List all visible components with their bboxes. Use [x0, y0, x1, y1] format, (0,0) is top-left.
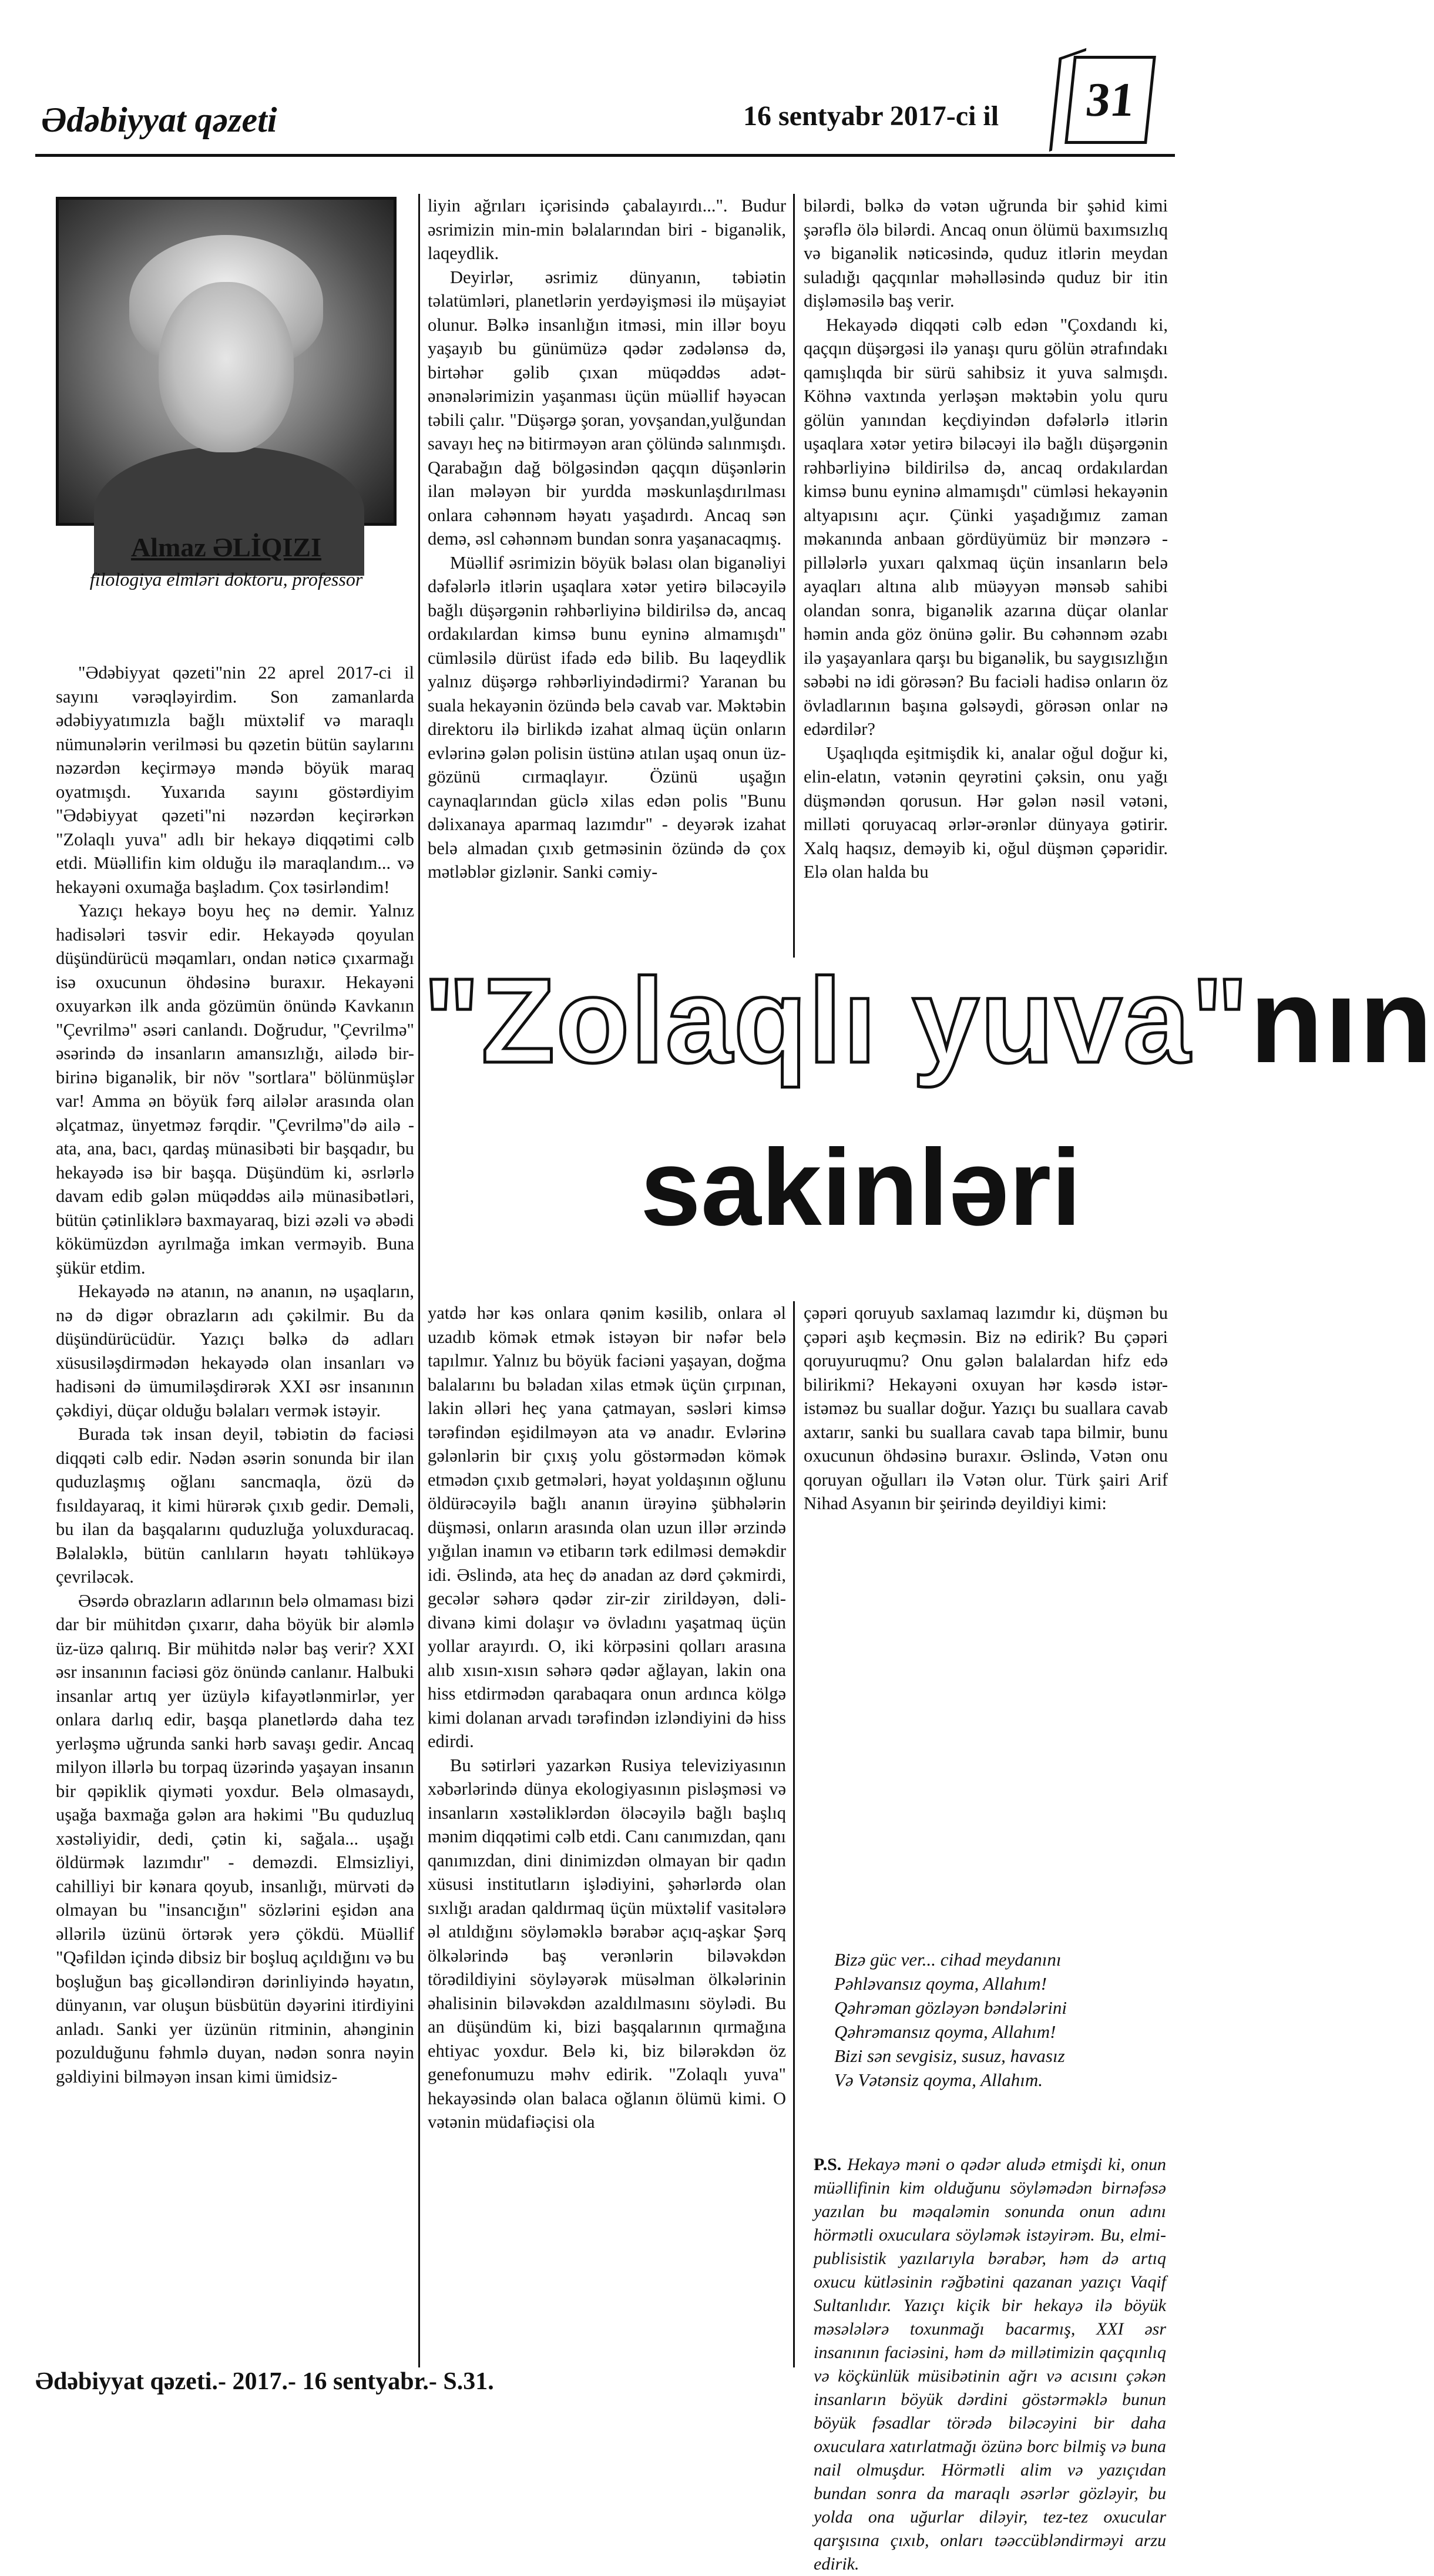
paragraph: Hekayədə nə atanın, nə ananın, nə uşaqların, nə də digər obrazların adı çəkilmir. Bu da düşündürücüdür. Yazıçı bəlkə də adları xüsusiləşdirmədən hekayədə olan insanları və hadisəni də ümumiləşdirərək XXI əsr insanının çəkdiyi, düçar olduğu bəlaları vermək istəyir.	[56, 1281, 414, 1420]
author-name: Almaz ƏLİQIZI	[130, 532, 322, 562]
paragraph: "Ədəbiyyat qəzeti"nin 22 aprel 2017-ci il sayını vərəqləyirdim. Son zamanlarda ədəbiyyatımızla bağlı müxtəlif və maraqlı nümunələrin verilməsi bu qəzetin bütün saylarını nəzərdən keçirməyə məndə böyük maraq oyatmışdı. Yuxarıda sayını göstərdiyim "Ədəbiyyat qəzeti"ni nəzərdən keçirərkən "Zolaqlı yuva" adlı bir hekayə diqqətimi cəlb etdi. Müəllifin kim olduğu ilə maraqlandım... və hekayəni oxumağa başladım. Çox təsirləndim!	[56, 663, 414, 897]
paragraph: liyin ağrıları içərisində çabalayırdı...". Budur əsrimizin min-min bəlalarından biri - biganəlik, laqeydlik.	[428, 196, 786, 263]
page-number: 31	[1064, 56, 1156, 144]
paragraph: Deyirlər, əsrimiz dünyanın, təbiətin təlatümləri, planetlərin yerdəyişməsi ilə müşayiət olunur. Bəlkə insanlığın itməsi, min illər boyu yaşayıb bu günümüzə qədər zədələnsə də, birtəhər gəlib çıxan müqəddəs adət-ənənələrimizin yaşanması üçün müəllif həyəcan təbili çalır. "Düşərgə şoran, yovşandan,yulğundan savayı heç nə bitirməyən aran çölündə salınmışdı. Qarabağın dağ bölgəsindən qaçqın düşənlərin ilan mələyən bir yurdda məskunlaşdırılması onlara cəhənnəm həyatı yaşadırdı. Ancaq sən demə, əsl cəhənnəm bundan sonra yaşanacaqmış.	[428, 267, 786, 549]
poem-line: Və Vətənsiz qoyma, Allahım.	[834, 2070, 1043, 2090]
poem-line: Pəhləvansız qoyma, Allahım!	[834, 1973, 1047, 1994]
article-column-4	[428, 1301, 786, 2134]
headline-line-2: sakinləri	[640, 1127, 1082, 1248]
poem-line: Bizi sən sevgisiz, susuz, havasız	[834, 2046, 1065, 2066]
headline-suffix: nın	[1250, 953, 1434, 1088]
article-column-3	[804, 194, 1168, 884]
paragraph: Əsərdə obrazların adlarının belə olmaması bizi dar bir mühitdən çıxarır, daha böyük bir aləmlə üz-üzə qalırıq. Bir mühitdə nələr baş verir? XXI əsr insanının faciəsi göz önündə canlanır. Halbuki insanlar artıq yer üzüylə kifayətlənmirlər, yer onlara darlıq edir, başqa planetlərdə daha tez yerləşmə uğrunda sanki hərb savaşı gedir. Ancaq milyon illərlə bu torpaq üzərində yaşayan insanın bir qəpiklik qiyməti yoxdur. Belə olmasaydı, uşağa baxmağa gələn ara həkimi "Bu quduzluq xəstəliyidir, dedi, çətin ki, sağala... uşağı öldürmək lazımdır" - deməzdi. Elmsizliyi, cahilliyi bir kənara qoyub, insanlığı, mürvəti də olmayan bu "insancığın" sözlərini eşidən ana əllərilə üzünü örtərək yerə çökdü. Müəllif "Qəfildən içində dibsiz bir boşluq açıldığını və bu boşluğun baş gicəlləndirən dərinliyində həyatın, dünyanın, var oluşun büsbütün dəyərini itirdiyini anladı. Sanki yer üzünün ritminin, ahənginin pozulduğunu fəhmlə duyan, nədən sonra nəyin gəldiyini bilməyən insan kimi ümidsiz-	[56, 1590, 414, 2087]
paragraph: yatdə hər kəs onlara qənim kəsilib, onlara əl uzadıb kömək etmək istəyən bir nəfər belə tapılmır. Yalnız bu böyük faciəni yaşayan, doğma balalarını bu bəladan xilas etmək üçün çırpınan, lakin əlləri heç yana çatmayan, səsləri kimsə tərəfindən eşidilməyən ata və anadır. Evlərinə gələnlərin bir çıxış yolu göstərmədən kömək etmədən çıxıb getmələri, həyat yoldaşının oğlunu öldürəcəyilə bağlı ananın ürəyinə şübhələrin düşməsi, onların arasında olan uzun illər ərzində yığılan inamın və etibarın tərk edilməsi deməkdir idi. Əslində, ata heç də anadan az dərd çəkmirdi, gecələr səhərə qədər zir-zir zirildəyən, dəli-divanə kimi dolaşır və övladını yaşatmaq üçün yollar arayırdı. O, iki körpəsini qolları arasına alıb xısın-xısın səhərə qədər ağlayan, lakin ona hiss etdirmədən qarabaqara onun ardınca kölgə kimi dolanan arvadı tərəfindən izləndiyini də hiss edirdi.	[428, 1303, 786, 1751]
author-photo	[56, 197, 397, 526]
postscript-label: P.S.	[814, 2155, 842, 2174]
postscript-text: Hekayə məni o qədər aludə etmişdi ki, onun müəllifinin kim olduğunu söyləmədən birnəfəsə yazılan bu məqaləmin sonunda onun adını hörmətli oxucularа söyləmək istəyirəm. Bu, elmi-publisistik yazılarıyla bərabər, həm də artıq oxucu kütləsinin rəğbətini qazanan yazıçı Vaqif Sultanlıdır. Yazıçı kiçik bir hekayə ilə böyük məsələlərə toxunmağı bacarmış, XXI əsr insanının faciəsini, həm də millətimizin qaçqınlıq və köçkünlük müsibətinin ağrı və acısını çəkən insanların böyük dərdini göstərməklə bunun böyük fəsadlar törədə biləcəyini bir daha oxuculara xatırlatmağı özünə borc bilmiş və buna nail olmuşdur. Hörmətli alim və yazıçıdan bundan sonra da maraqlı əsərlər gözləyir, bu yolda ona uğurlar diləyir, tez-tez oxucular qarşısına çıxıb, onları təəccübləndirməyi arzu edirik.	[814, 2155, 1166, 2574]
headline-quoted: "Zolaqlı yuva"	[423, 953, 1250, 1088]
paragraph: Hekayədə diqqəti cəlb edən "Çoxdandı ki, qaçqın düşərgəsi ilə yanaşı quru gölün ətrafındakı qamışlıqda bir sürü sahibsiz it yuva salmışdı. Köhnə vaxtında yerləşən məktəbin yolu quru gölün yanından keçdiyindən dəfələrlə itlərin uşaqlara xətər yetirə biləcəyi ilə bağlı düşərgənin rəhbərliyinə bildirilsə də, ancaq ordakılardan kimsə bunu eyninə almamışdı" cümləsi hekayənin altyapısını açır. Çünki yaşadığımız zaman məkanında anbaan gördüyümüz bir mənzərə - pillələrlə yuxarı qalxmaq üçün insanların belə ayaqları altına alıb müəyyən mənsəb sahibi olandan sonra, biganəlik azarına düçar olanlar həmin anda göz önünə gəlir. Bu cəhənnəm əzabı ilə yaşayanlara qarşı bu biganəlik, bu saygısızlığın səbəbi nə idi görəsən? Bu faciəli hadisə onların öz övladlarının başına gəlsəydi, görəsən onlar nə edərdilər?	[804, 314, 1168, 739]
paragraph: bilərdi, bəlkə də vətən uğrunda bir şəhid kimi şərəflə ölə bilərdi. Ancaq onun ölümü baxımsızlıq və biganəlik nəticəsində, quduz itlərin meydan suladığı qaçqınlar məhəlləsində quduz bir itin dişləməsilə baş verir.	[804, 196, 1168, 311]
article-column-5	[804, 1301, 1168, 1516]
headline	[423, 953, 1434, 1088]
paragraph: Yazıçı hekayə boyu heç nə demir. Yalnız hadisələri təsvir edir. Hekayədə qoyulan düşündürücü məqamları, ondan nəticə çıxarmağı isə oxucunun öhdəsinə buraxır. Hekayəni oxuyarkən ilk anda gözümün önündə Kavkanın "Çevrilmə" əsəri canlandı. Doğrudur, "Çevrilmə" əsərində də insanların amansızlığı, ailədə bir-birinə biganəlik, bir növ "sortlara" bölünmüşlər var! Amma ən böyük fərq ailələr arasında olan əlçatmaz, ünyetməz fərqdir. "Çevrilmə"də ailə - ata, ana, bacı, qardaş münasibəti bir başqadır, bu hekayədə isə bir başqa. Düşündüm ki, əsrlərlə davam edib gələn müqəddəs ailə münasibətləri, bütün çətinliklərə baxmayaraq, bizi əzəli və əbədi kökümüzdən ayrılmağa imkan verməyib. Buna şükür etdim.	[56, 901, 414, 1278]
column-divider	[418, 194, 420, 2367]
poem-line: Qəhrəmansız qoyma, Allahım!	[834, 2021, 1056, 2042]
paragraph: Uşaqlıqda eşitmişdik ki, analar oğul doğur ki, elin-elatın, vətənin qeyrətini çəksin, onu yağı düşməndən qorusun. Hər gələn nəsil vətəni, milləti qoruyacaq ərlər-ərənlər dünyaya gətirir. Xalq haqsız, deməyib ki, oğul düşmən çəpəridir. Elə olan halda bu	[804, 743, 1168, 882]
citation-footer: Ədəbiyyat qəzeti.- 2017.- 16 sentyabr.- S.31.	[35, 2368, 494, 2395]
column-divider	[793, 1301, 795, 2367]
column-divider	[793, 194, 795, 958]
issue-date: 16 sentyabr 2017-ci il	[743, 100, 999, 132]
postscript	[814, 2153, 1166, 2576]
poem	[834, 1947, 1067, 2092]
article-column-1	[56, 661, 414, 2088]
poem-line: Qəhrəman gözləyən bəndələrini	[834, 1997, 1067, 2018]
poem-line: Bizə güc ver... cihad meydanını	[834, 1949, 1062, 1970]
article-column-2	[428, 194, 786, 884]
paragraph: çəpəri qoruyub saxlamaq lazımdır ki, düşmən bu çəpəri aşıb keçməsin. Biz nə edirik? Bu çəpəri qoruyuruqmu? Onu gələn balalardan hifz edə bilirikmi? Hekayəni oxuyan hər kəsdə istər-istəməz bu suallar doğur. Yazıçı bu suallara cavab axtarır, sanki bu suallara cavab tapa bilmir, bunu oxucunun öhdəsinə buraxır. Əslində, Vətən onu qoruyan oğulları ilə Vətən olur. Türk şairi Arif Nihad Asyanın bir şeirində deyildiyi kimi:	[804, 1303, 1168, 1513]
paragraph: Bu sətirləri yazarkən Rusiya televiziyasının xəbərlərində dünya ekologiyasının pisləşməsi və insanların xəstəliklərdən öləcəyilə bağlı başlıq mənim diqqətimi cəlb etdi. Canı canımızdan, qanı qanımızdan, dini dinimizdən olmayan bir qadın xüsusi institutların işlədiyini, şəhərlərdə olan sıxlığı aradan qaldırmaq üçün müxtəlif vasitələrə əl atıldığını söyləməklə bərabər açıq-aşkar Şərq ölkələrində baş verənlərin biləvəkdən törədildiyini söyləyərək müsəlman ölkələrinin əhalisinin biləvəkdən azaldılmasını söylədi. Bu an düşündüm ki, bizi başqalarının qırmağına ehtiyac yoxdur. Belə ki, biz bilərəkdən öz genefonumuzu məhv edirik. "Zolaqlı yuva" hekayəsində olan balaca oğlanın ölümü kimi. O vətənin müdafiəçisi ola	[428, 1755, 786, 2132]
author-title: filologiya elmləri doktoru, professor	[89, 569, 363, 590]
masthead-rule	[35, 154, 1175, 157]
paragraph: Müəllif əsrimizin böyük bəlası olan biganəliyi dəfələrlə itlərin uşaqlara xətər yetirə biləcəyilə bağlı düşərgənin rəhbərliyinə bildirilsə də, ancaq ordakılardan kimsə bunu eyninə almamışdı" cümləsilə dürüst ifadə edə bilib. Bu laqeydlik yalnız düşərgə rəhbərliyindədirmi? Yaranan bu suala hekayənin özündə belə cavab var. Məktəbin direktoru ilə birlikdə izahat almaq üçün onların evlərinə gələn polisin üstünə atılan uşaq onun üz-gözünü cırmaqlayır. Özünü uşağın caynaqlarından güclə xilas edən polis "Bunu dəlixanaya aparmaq lazımdır" - deyərək izahat belə almadan çıxıb getməsinin özündə də çox mətləblər gizlənir. Sanki cəmiy-	[428, 552, 786, 882]
paragraph: Burada tək insan deyil, təbiətin də faciəsi diqqəti cəlb edir. Nədən əsərin sonunda bir ilan quduzlaşmış oğlanı sancmaqla, özü də fısıldayaraq, it kimi hürərək çıxıb gedir. Deməli, bu ilan da başqalarını quduzluğa yoluxduracaq. Bəlaləklə, bütün canlıların həyatı təhlükəyə çevriləcək.	[56, 1424, 414, 1587]
newspaper-title: Ədəbiyyat qəzeti	[41, 100, 277, 139]
